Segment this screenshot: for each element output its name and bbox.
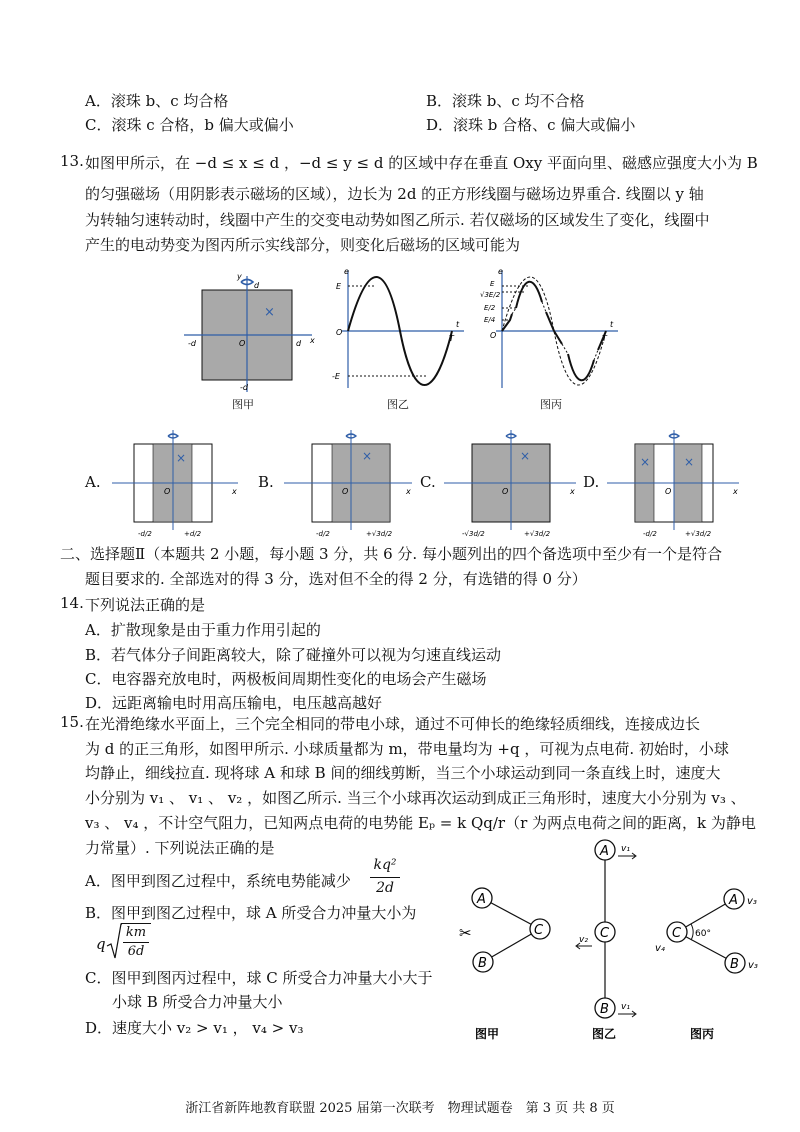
q15-b-sqrt-den: 6d (127, 944, 145, 959)
q12-option-c: C．滚珠 c 合格，b 偏大或偏小 (85, 116, 294, 134)
label-v4: v₄ (655, 943, 665, 954)
label-d-right: d (296, 339, 302, 348)
label-pos-d2: +d/2 (184, 530, 202, 538)
emf-solid-seg5 (568, 354, 594, 380)
label-v3-A: v₃ (747, 896, 757, 907)
q14-option-b: B．若气体分子间距离较大，除了碰撞外可以视为匀速直线运动 (85, 646, 502, 664)
section2-line2: 题目要求的. 全部选对的得 3 分，选对但不全的得 2 分，有选错的得 0 分） (85, 570, 587, 588)
label-y: y (237, 272, 242, 281)
angle-arc (691, 924, 693, 940)
emf-solid-seg1 (502, 314, 512, 331)
label-origin: O (665, 487, 672, 496)
label-x: x (570, 487, 575, 496)
q15-option-b-text: B．图甲到图乙过程中，球 A 所受合力冲量大小为 (85, 904, 417, 922)
q13-line3: 为转轴匀速转动时，线圈中产生的交变电动势如图乙所示. 若仅磁场的区域发生了变化，线圈中 (85, 211, 710, 229)
q13-option-d-label: D. (583, 473, 600, 491)
label-sqrt3E2: √3E/2 (480, 291, 501, 299)
label-origin: O (342, 487, 349, 496)
q13-option-d-figure[interactable] (603, 426, 748, 542)
q13-number: 13. (60, 152, 84, 170)
caption-bing: 图丙 (690, 1027, 715, 1041)
q13-option-b-label: B. (258, 473, 274, 491)
q13-option-c-figure[interactable] (440, 426, 585, 542)
label-neg-d-left: -d (188, 339, 196, 348)
label-origin: O (239, 339, 246, 348)
field-cross-icon: × (362, 449, 373, 463)
label-t: t (610, 320, 614, 329)
label-T: T (602, 334, 607, 343)
label-origin: O (502, 487, 509, 496)
label-E: E (336, 282, 342, 291)
sqrt-overline (121, 923, 151, 924)
q13-line1: 如图甲所示，在 −d ≤ x ≤ d ，−d ≤ y ≤ d 的区域中存在垂直 Oxy 平面向里、磁感应强度大小为 B (85, 154, 758, 172)
label-neg-d2: -d/2 (643, 530, 657, 538)
section2-line1: 二、选择题Ⅱ（本题共 2 小题，每小题 3 分，共 6 分. 每小题列出的四个备选项中至少有一个是符合 (60, 545, 722, 563)
q15-number: 15. (60, 713, 84, 731)
q15-option-d: D．速度大小 v₂ > v₁ ， v₄ > v₃ (85, 1019, 304, 1037)
label-B: B (600, 1002, 609, 1017)
q15-b-frac-bar (123, 942, 149, 943)
label-pos-sqrt3d2: +√3d/2 (524, 530, 551, 538)
q14-option-d: D．远距离输电时用高压输电，电压越高越好 (85, 694, 383, 712)
page-footer: 浙江省新阵地教育联盟 2025 届第一次联考 物理试题卷 第 3 页 共 8 页 (185, 1101, 615, 1116)
field-cross-icon: × (520, 449, 531, 463)
label-E4: E/4 (484, 316, 496, 324)
q14-option-a: A．扩散现象是由于重力作用引起的 (85, 621, 321, 639)
label-A: A (729, 893, 738, 908)
q14-number: 14. (60, 594, 84, 612)
figure-bing (480, 264, 630, 394)
q13-option-b-figure[interactable] (280, 426, 420, 542)
q14-stem: 下列说法正确的是 (85, 596, 206, 614)
label-E2: E/2 (484, 304, 496, 312)
figure-yi-line (576, 840, 636, 1018)
emf-jump-3 (562, 344, 568, 354)
label-neg-d2: -d/2 (316, 530, 330, 538)
caption-jia: 图甲 (232, 398, 254, 411)
field-cross-icon-left: × (640, 455, 651, 469)
q12-option-b: B．滚珠 b、c 均不合格 (426, 92, 585, 110)
figure-yi (330, 264, 480, 394)
q15-line4: 小分别为 v₁ 、 v₁ 、 v₂ ，如图乙所示. 当三个小球再次运动到成正三角形时，速度大小分别为 v₃ 、 (85, 789, 746, 807)
label-x: x (733, 487, 738, 496)
label-O: O (490, 331, 497, 340)
field-cross-icon: × (264, 305, 275, 320)
field-cross-icon: × (176, 451, 187, 465)
label-pos-sqrt3d2: +√3d/2 (366, 530, 393, 538)
figure-jia-triangle (459, 888, 550, 972)
field-cross-icon-right: × (684, 455, 695, 469)
q15-a-frac-den: 2d (376, 880, 394, 896)
emf-jump-1 (512, 308, 516, 314)
label-v1-bottom: v₁ (621, 1002, 630, 1012)
label-O: O (336, 328, 343, 337)
caption-yi: 图乙 (592, 1027, 617, 1041)
label-neg-sqrt3d2: -√3d/2 (462, 530, 485, 538)
q12-option-a: A．滚珠 b、c 均合格 (85, 92, 229, 110)
label-e: e (498, 267, 503, 276)
q15-option-a-text: A．图甲到图乙过程中，系统电势能减少 (85, 872, 351, 890)
q13-line4: 产生的电动势变为图丙所示实线部分，则变化后磁场的区域可能为 (85, 236, 521, 254)
q15-a-frac-bar (370, 877, 400, 878)
q13-option-c-label: C. (420, 473, 436, 491)
q15-figures (455, 838, 785, 1044)
label-t: t (456, 320, 460, 329)
label-A: A (477, 892, 486, 907)
label-v2: v₂ (579, 935, 588, 945)
figure-jia (180, 268, 320, 408)
label-pos-sqrt3d2: +√3d/2 (685, 530, 712, 538)
q15-option-c-line2: 小球 B 所受合力冲量大小 (112, 993, 283, 1011)
figure-bing-v (655, 889, 758, 973)
label-x: x (310, 336, 315, 345)
q13-option-a-label: A. (85, 473, 101, 491)
label-d-top: d (254, 281, 260, 290)
label-C: C (672, 926, 682, 941)
q15-b-sqrt-num: km (125, 925, 147, 940)
q15-line1: 在光滑绝缘水平面上，三个完全相同的带电小球，通过不可伸长的绝缘轻质细线，连接成边长 (85, 715, 701, 733)
q15-line3: 均静止，细线拉直. 现将球 A 和球 B 间的细线剪断，当三个小球运动到同一条直线上时，速度大 (85, 764, 721, 782)
scissors-icon: ✂ (459, 924, 472, 942)
label-T: T (449, 334, 454, 343)
q12-option-d: D．滚珠 b 合格、c 偏大或偏小 (426, 116, 636, 134)
label-C: C (534, 923, 544, 938)
label-e: e (344, 267, 349, 276)
q13-line2: 的匀强磁场（用阴影表示磁场的区域），边长为 2d 的正方形线圈与磁场边界重合. 线圈以 y 轴 (85, 185, 704, 203)
label-neg-d-bottom: -d (240, 383, 248, 392)
label-origin: O (164, 487, 171, 496)
label-neg-E: -E (332, 372, 340, 381)
label-B: B (478, 956, 487, 971)
caption-bing: 图丙 (540, 398, 562, 411)
q15-a-frac-num: kq² (373, 857, 397, 873)
label-B: B (730, 957, 739, 972)
caption-jia: 图甲 (475, 1027, 500, 1041)
label-E: E (490, 280, 495, 288)
q13-option-a-figure[interactable] (108, 426, 248, 542)
q15-b-q: q (96, 935, 106, 953)
caption-yi: 图乙 (387, 398, 409, 411)
label-x: x (232, 487, 237, 496)
label-neg-d2: -d/2 (138, 530, 152, 538)
sqrt-sign-icon (106, 922, 122, 962)
label-x: x (406, 487, 411, 496)
q15-option-c-line1: C．图甲到图丙过程中，球 C 所受合力冲量大小大于 (85, 969, 433, 987)
emf-jump-2 (542, 302, 546, 312)
q15-line5: v₃ 、 v₄ ，不计空气阻力，已知两点电荷的电势能 Eₚ = k Qq/r（r 为两点电荷之间的距离，k 为静电 (85, 814, 756, 832)
q15-line2: 为 d 的正三角形，如图甲所示. 小球质量都为 m，带电量均为 +q ，可视为点电荷. 初始时，小球 (85, 740, 729, 758)
q14-option-c: C．电容器充放电时，两极板间周期性变化的电场会产生磁场 (85, 670, 487, 688)
label-v1-top: v₁ (621, 844, 630, 854)
label-A: A (600, 844, 609, 859)
q15-line6: 力常量）. 下列说法正确的是 (85, 839, 275, 857)
label-C: C (600, 926, 610, 941)
label-angle: 60° (695, 929, 711, 939)
label-v3-B: v₃ (748, 960, 758, 971)
